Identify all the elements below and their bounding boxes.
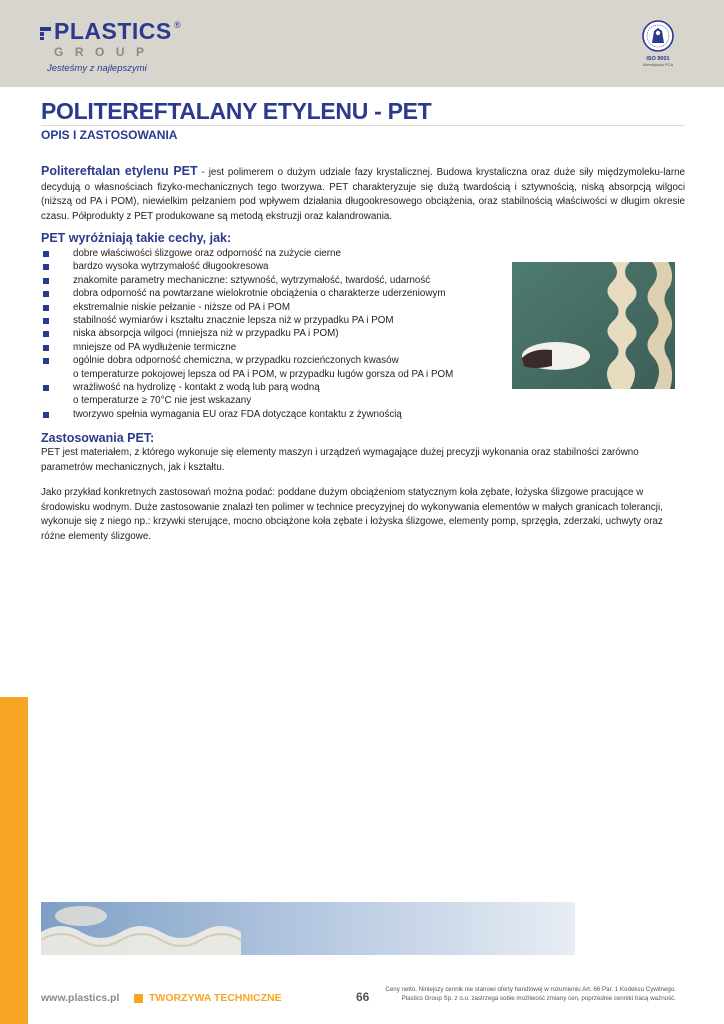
feature-text: dobra odporność na powtarzane wielokrotnie obciążenia o charakterze uderzeniowym	[73, 288, 446, 300]
list-item	[41, 327, 501, 340]
bullet-square-icon	[43, 251, 49, 257]
bullet-square-icon	[43, 331, 49, 337]
footer-category: TWORZYWA TECHNICZNE	[149, 992, 282, 1004]
applications-heading: Zastosowania PET:	[41, 431, 155, 445]
page-title: POLITEREFTALANY ETYLENU - PET	[41, 98, 432, 124]
feature-text: tworzywo spełnia wymagania EU oraz FDA dotyczące kontaktu z żywnością	[73, 408, 402, 420]
iso-seal-icon	[642, 18, 674, 54]
logo-group-text: GROUP	[54, 45, 156, 59]
feature-text-continuation: o temperaturze pokojowej lepsza od PA i POM, w przypadku ługów gorsza od PA i POM	[73, 368, 454, 380]
applications-paragraph-2: Jako przykład konkretnych zastosowań można podać: poddane dużym obciążeniom statycznym koła zębate, łożyska ślizgowe pracujące w środowisku wodnym. Duże zastosowanie znalazł ten polimer w technice precyzyjnej do wykonywania elementów w małych granicach tolerancji, wykonuje się z niego np.: krzywki sterujące, mocno obciążone koła zębate i łożyska ślizgowe, elementy pomp, sprzęgła, zderzaki, uchwyty oraz różne elementy ślizgowe.	[41, 487, 663, 542]
bullet-square-icon	[43, 358, 49, 364]
logo-registered-mark: ®	[174, 20, 181, 30]
feature-text: niska absorpcja wilgoci (mniejsza niż w przypadku PA i POM)	[73, 328, 339, 340]
bullet-square-icon	[43, 305, 49, 311]
page-subtitle: OPIS I ZASTOSOWANIA	[41, 128, 178, 142]
feature-text: dobre właściwości ślizgowe oraz odporność na zużycie cierne	[73, 248, 341, 259]
intro-paragraph	[41, 164, 685, 224]
bullet-square-icon	[43, 278, 49, 284]
feature-text: ekstremalnie niskie pełzanie - niższe od PA i POM	[73, 301, 291, 313]
list-item	[41, 314, 501, 327]
orange-side-bar	[0, 697, 28, 1024]
feature-text: znakomite parametry mechaniczne: sztywność, wytrzymałość, twardość, udarność	[73, 274, 431, 286]
features-heading: PET wyróżniają takie cechy, jak:	[41, 231, 232, 245]
logo-mark-icon	[40, 27, 51, 40]
footer-square-icon	[134, 994, 143, 1003]
page-number: 66	[356, 990, 370, 1004]
feature-text: wrażliwość na hydrolizę - kontakt z wodą lub parą wodną	[73, 382, 320, 394]
plastics-group-logo	[40, 18, 190, 74]
title-divider	[41, 125, 684, 126]
bullet-square-icon	[43, 385, 49, 391]
pet-screw-parts-photo	[512, 262, 675, 389]
bullet-square-icon	[43, 318, 49, 324]
page-header	[0, 0, 724, 87]
list-item	[41, 381, 501, 408]
feature-text-continuation: o temperaturze ≥ 70°C nie jest wskazany	[73, 395, 252, 407]
feature-text: stabilność wymiarów i kształtu znacznie lepsza niż w przypadku PA i POM	[73, 315, 394, 327]
iso-certification-badge	[638, 18, 678, 78]
list-item	[41, 274, 501, 287]
feature-text: bardzo wysoka wytrzymałość długookresowa	[73, 261, 269, 273]
feature-text: mniejsze od PA wydłużenie termiczne	[73, 341, 237, 353]
intro-text: - jest polimerem o dużym udziale fazy krystalicznej. Budowa krystaliczna oraz duże siły międzymoleku-larne decydują o własnościach fizyko-mechanicznych tego tworzywa. PET charakteryzuje się dużą twardością i sztywnością, niską absorpcją wilgoci (niższą od PA i POM), niewielkim pełzaniem pod wpływem działania długookresowego obciążenia, oraz stabilnością właściwości w długim okresie czasu. Półprodukty z PET produkowane są metodą ekstruzji oraz kalandrowania.	[41, 167, 685, 222]
list-item	[41, 260, 501, 273]
list-item	[41, 301, 501, 314]
list-item	[41, 408, 501, 421]
footer-website-link[interactable]: www.plastics.pl	[41, 992, 120, 1004]
bullet-square-icon	[43, 291, 49, 297]
list-item	[41, 341, 501, 354]
footer-note-line-2: Plastics Group Sp. z o.o. zastrzega sobie możliwość zmiany cen, poprzednie cenniki tracą ważność.	[401, 995, 676, 1002]
list-item	[41, 354, 501, 381]
footer-disclaimer	[380, 985, 676, 1003]
bullet-square-icon	[43, 264, 49, 270]
list-item	[41, 247, 501, 260]
bullet-square-icon	[43, 345, 49, 351]
iso-sublabel: Akredytacja PCA	[642, 62, 674, 67]
footer-screw-photo-strip	[41, 902, 575, 955]
applications-paragraph-1: PET jest materiałem, z którego wykonuje się elementy maszyn i urządzeń wymagające dużej precyzji wykonania oraz stabilności zarówno parametrów mechanicznych, jak i kształtu.	[41, 447, 639, 473]
iso-label: ISO 9001	[646, 56, 670, 62]
footer-note-line-1: Ceny netto. Niniejszy cennik nie stanowi oferty handlowej w rozumieniu Art. 66 Par. 1 Kodeksu Cywilnego.	[385, 986, 676, 993]
logo-tagline: Jesteśmy z najlepszymi	[47, 63, 147, 74]
list-item	[41, 287, 501, 300]
features-list	[41, 247, 501, 421]
feature-text: ogólnie dobra odporność chemiczna, w przypadku rozcieńczonych kwasów	[73, 355, 399, 367]
logo-wordmark: PLASTICS	[54, 18, 172, 44]
intro-lead: Politereftalan etylenu PET	[41, 164, 198, 178]
bullet-square-icon	[43, 412, 49, 418]
